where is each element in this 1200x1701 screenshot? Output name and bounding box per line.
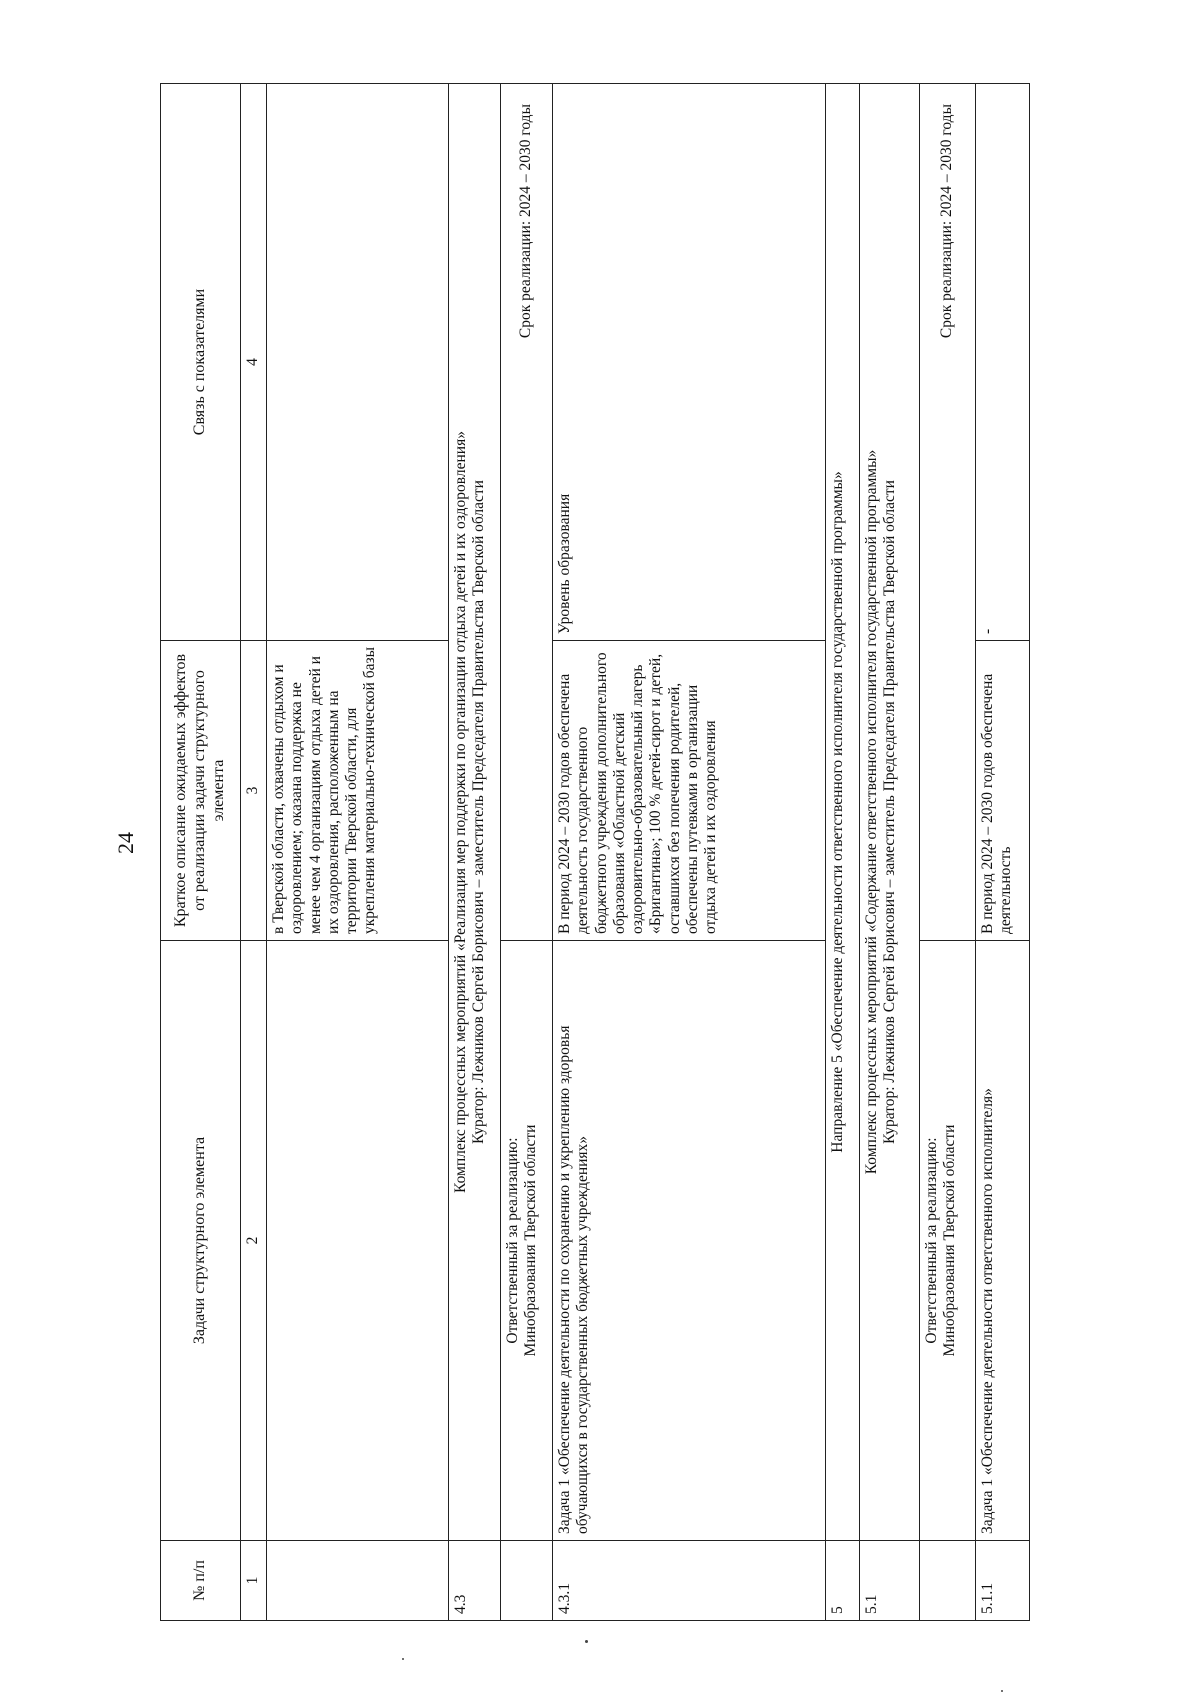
complex-curator: Куратор: Лежников Сергей Борисович – заместитель Председателя Правительства Тверской области bbox=[470, 480, 488, 1144]
continued-effect: в Тверской области, охвачены отдыхом и оздоровлением; оказана поддержка не менее чем 4 организациям отдыха детей и их оздоровления, расположенным на территории Тверской области, для укрепления материально-технической базы bbox=[267, 641, 449, 941]
direction-title: Направление 5 «Обеспечение деятельности ответственного исполнителя государственной программы» bbox=[826, 84, 860, 1541]
responsible-cell bbox=[920, 941, 976, 1541]
row-number: 5 bbox=[826, 1541, 860, 1621]
header-effects: Краткое описание ожидаемых эффектов от реализации задачи структурного элемента bbox=[161, 641, 241, 941]
responsible-cell bbox=[501, 941, 553, 1541]
table-row-4-3 bbox=[449, 84, 501, 1621]
row-number: 5.1 bbox=[860, 1541, 920, 1621]
table-row-4-3-responsible bbox=[501, 84, 553, 1621]
responsible-org: Минобразования Тверской области bbox=[941, 1124, 959, 1357]
task-cell: Задача 1 «Обеспечение деятельности ответственного исполнителя» bbox=[976, 941, 1030, 1541]
continued-task bbox=[267, 941, 449, 1541]
row-number: 4.3.1 bbox=[553, 1541, 826, 1621]
complex-name: Комплекс процессных мероприятий «Содержание ответственного исполнителя государственной программы» bbox=[863, 449, 880, 1175]
structural-elements-table bbox=[160, 83, 1030, 1621]
term-cell: Срок реализации: 2024 – 2030 годы bbox=[920, 84, 976, 941]
effect-cell: В период 2024 – 2030 годов обеспечена деятельность bbox=[976, 641, 1030, 941]
row-number-empty bbox=[501, 1541, 553, 1621]
responsible-label: Ответственный за реализацию: bbox=[923, 1137, 940, 1344]
responsible-org: Минобразования Тверской области bbox=[522, 1124, 540, 1357]
table-row-5 bbox=[826, 84, 860, 1621]
table-header-row bbox=[161, 84, 241, 1621]
col-number-3: 3 bbox=[241, 641, 267, 941]
row-number: 4.3 bbox=[449, 1541, 501, 1621]
header-number: № п/п bbox=[161, 1541, 241, 1621]
task-cell: Задача 1 «Обеспечение деятельности по сохранению и укреплению здоровья обучающихся в государственных бюджетных учреждениях» bbox=[553, 941, 826, 1541]
col-number-2: 2 bbox=[241, 941, 267, 1541]
responsible-label: Ответственный за реализацию: bbox=[504, 1137, 521, 1344]
effect-cell: В период 2024 – 2030 годов обеспечена деятельность государственного бюджетного учреждения дополнительного образования «Областной детский оздоровительно-образовательный лагерь «Бригантина»; 100 % детей-сирот и детей, оставшихся без попечения родителей, обеспечены путевками в организации отдыха детей и их оздоровления bbox=[553, 641, 826, 941]
column-numbers-row bbox=[241, 84, 267, 1621]
row-number-empty bbox=[920, 1541, 976, 1621]
continued-link bbox=[267, 84, 449, 641]
table-row-4-3-1 bbox=[553, 84, 826, 1621]
header-tasks: Задачи структурного элемента bbox=[161, 941, 241, 1541]
page-number: 24 bbox=[113, 832, 138, 854]
continued-row bbox=[267, 84, 449, 1621]
complex-curator: Куратор: Лежников Сергей Борисович – заместитель Председателя Правительства Тверской области bbox=[881, 480, 899, 1144]
complex-name: Комплекс процессных мероприятий «Реализация мер поддержки по организации отдыха детей и их оздоровления» bbox=[452, 431, 469, 1193]
table-row-5-1 bbox=[860, 84, 920, 1621]
row-number: 5.1.1 bbox=[976, 1541, 1030, 1621]
complex-title bbox=[860, 84, 920, 1541]
continued-num bbox=[267, 1541, 449, 1621]
scan-speck bbox=[402, 1658, 404, 1660]
col-number-1: 1 bbox=[241, 1541, 267, 1621]
term-cell: Срок реализации: 2024 – 2030 годы bbox=[501, 84, 553, 941]
table-row-5-1-responsible bbox=[920, 84, 976, 1621]
scan-speck bbox=[1001, 1690, 1003, 1692]
complex-title bbox=[449, 84, 501, 1541]
scan-speck bbox=[585, 1640, 588, 1643]
document-table-container bbox=[160, 84, 1106, 1621]
table-row-5-1-1 bbox=[976, 84, 1030, 1621]
indicator-link-cell: - bbox=[976, 84, 1030, 641]
col-number-4: 4 bbox=[241, 84, 267, 641]
indicator-link-cell: Уровень образования bbox=[553, 84, 826, 641]
header-indicators-link: Связь с показателями bbox=[161, 84, 241, 641]
